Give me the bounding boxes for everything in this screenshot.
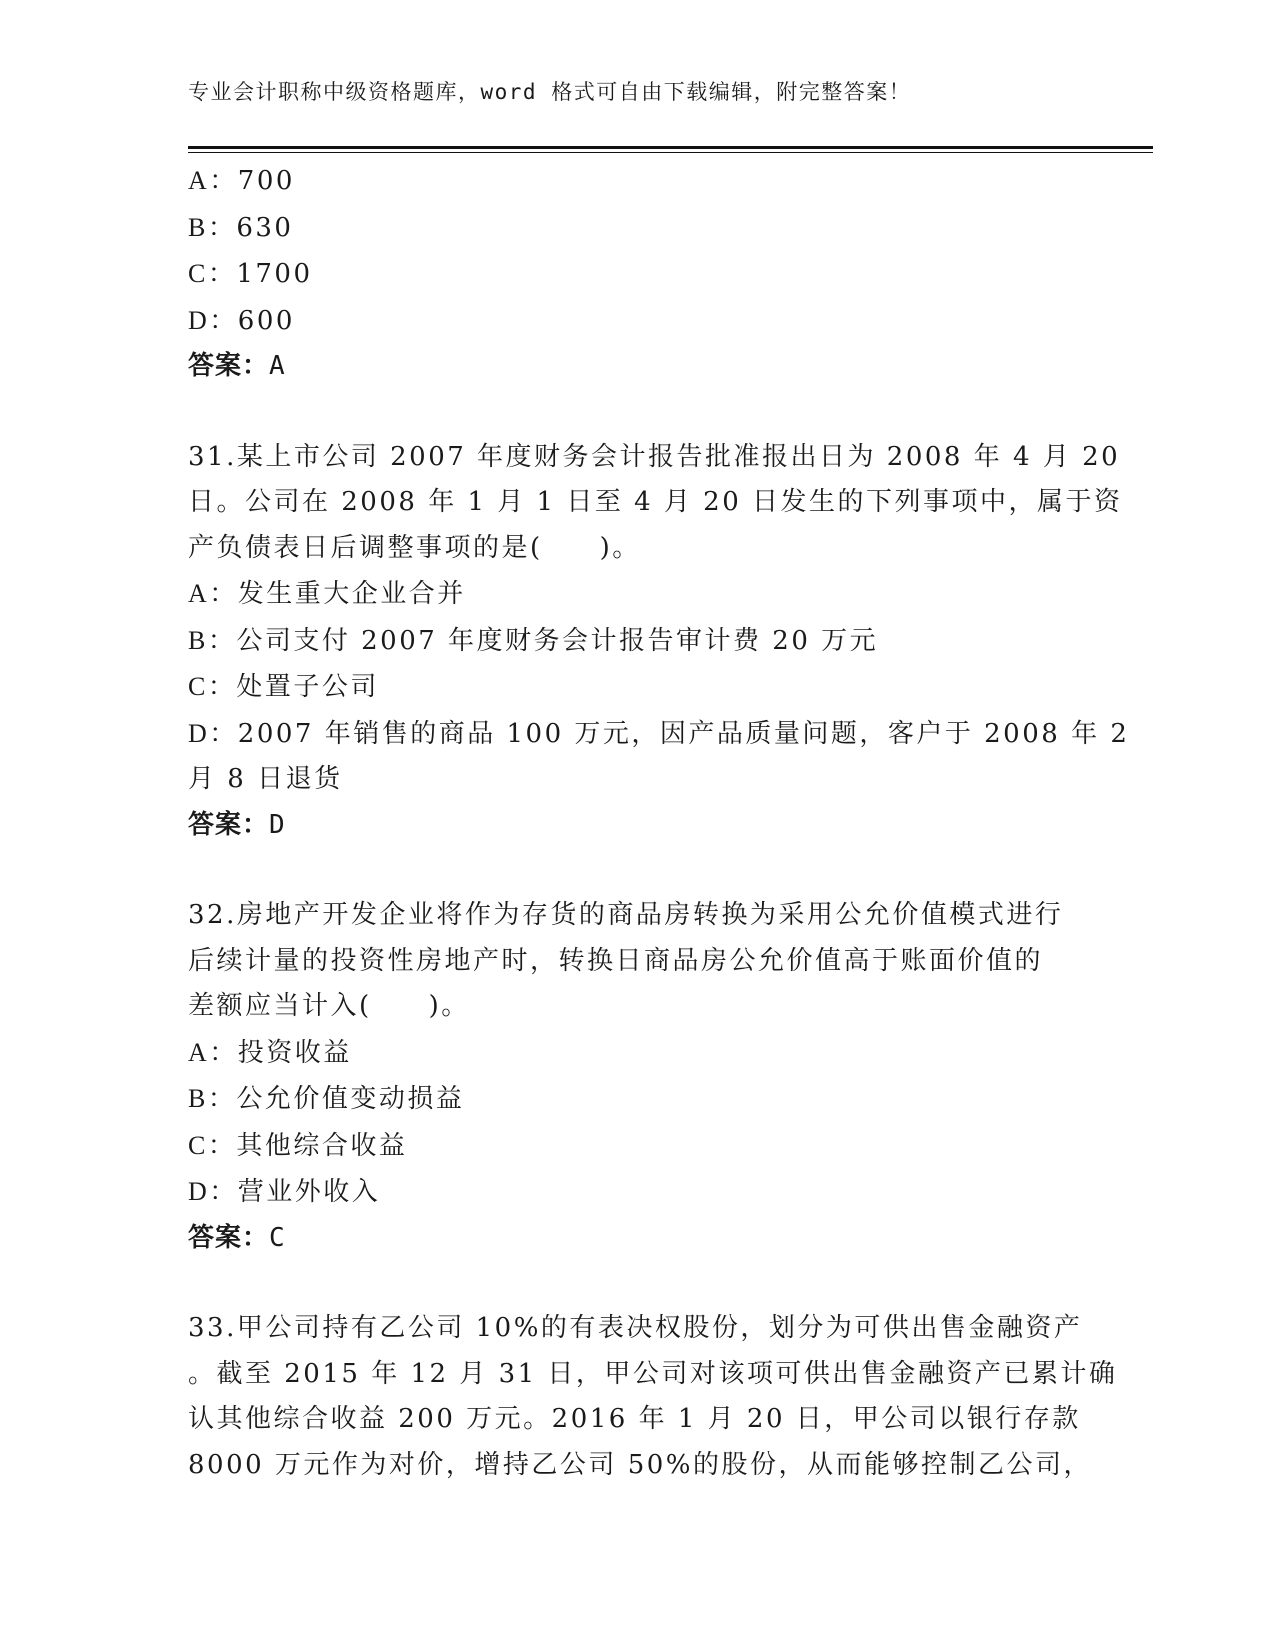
option-b: B：公司支付 2007 年度财务会计报告审计费 20 万元 — [188, 625, 879, 656]
question-stem-line: 差额应当计入( )。 — [188, 991, 470, 1021]
answer: 答案：A — [188, 351, 286, 381]
option-a: A：投资收益 — [188, 1037, 352, 1068]
option-c: C：其他综合收益 — [188, 1130, 408, 1161]
spacer — [188, 1261, 1068, 1306]
question-stem-line: 8000 万元作为对价，增持乙公司 50%的股份，从而能够控制乙公司， — [188, 1449, 1092, 1480]
page-header: 专业会计职称中级资格题库，word 格式可自由下载编辑，附完整答案！ — [188, 80, 912, 104]
answer: 答案：D — [188, 809, 286, 840]
question-31 — [188, 435, 1130, 849]
option-a: A：700 — [188, 166, 295, 196]
option-d: D：2007 年销售的商品 100 万元，因产品质量问题，客户于 2008 年 2 — [188, 718, 1130, 749]
option-d: D：600 — [188, 305, 295, 336]
question-stem-line: 产负债表日后调整事项的是( )。 — [188, 532, 641, 563]
header-rule-thick — [188, 146, 1153, 149]
option-b: B：公允价值变动损益 — [188, 1084, 465, 1114]
spacer — [188, 390, 1068, 435]
question-stem-line: 日。公司在 2008 年 1 月 1 日至 4 月 20 日发生的下列事项中，属于资 — [188, 487, 1123, 517]
option-d: D：营业外收入 — [188, 1177, 381, 1207]
question-33 — [188, 1306, 1118, 1488]
option-d-continued: 月 8 日退货 — [188, 764, 343, 794]
question-stem-line: 32.房地产开发企业将作为存货的商品房转换为采用公允价值模式进行 — [188, 900, 1064, 930]
spacer — [188, 848, 1068, 893]
option-a: A：发生重大企业合并 — [188, 579, 466, 609]
prev-question — [188, 158, 1068, 390]
question-32 — [188, 893, 1068, 1261]
header-rule-thin — [188, 152, 1153, 153]
question-stem-line: 33.甲公司持有乙公司 10%的有表决权股份，划分为可供出售金融资产 — [188, 1313, 1083, 1343]
content — [188, 158, 1130, 1488]
question-stem-line: 。截至 2015 年 12 月 31 日，甲公司对该项可供出售金融资产已累计确 — [188, 1358, 1118, 1389]
option-c: C：处置子公司 — [188, 672, 379, 702]
question-stem-line: 后续计量的投资性房地产时，转换日商品房公允价值高于账面价值的 — [188, 945, 1044, 976]
question-stem-line: 31.某上市公司 2007 年度财务会计报告批准报出日为 2008 年 4 月 20 — [188, 441, 1121, 472]
answer: 答案：C — [188, 1222, 286, 1253]
question-stem-line: 认其他综合收益 200 万元。2016 年 1 月 20 日，甲公司以银行存款 — [188, 1404, 1081, 1434]
option-b: B：630 — [188, 212, 294, 243]
option-c: C：1700 — [188, 259, 313, 289]
